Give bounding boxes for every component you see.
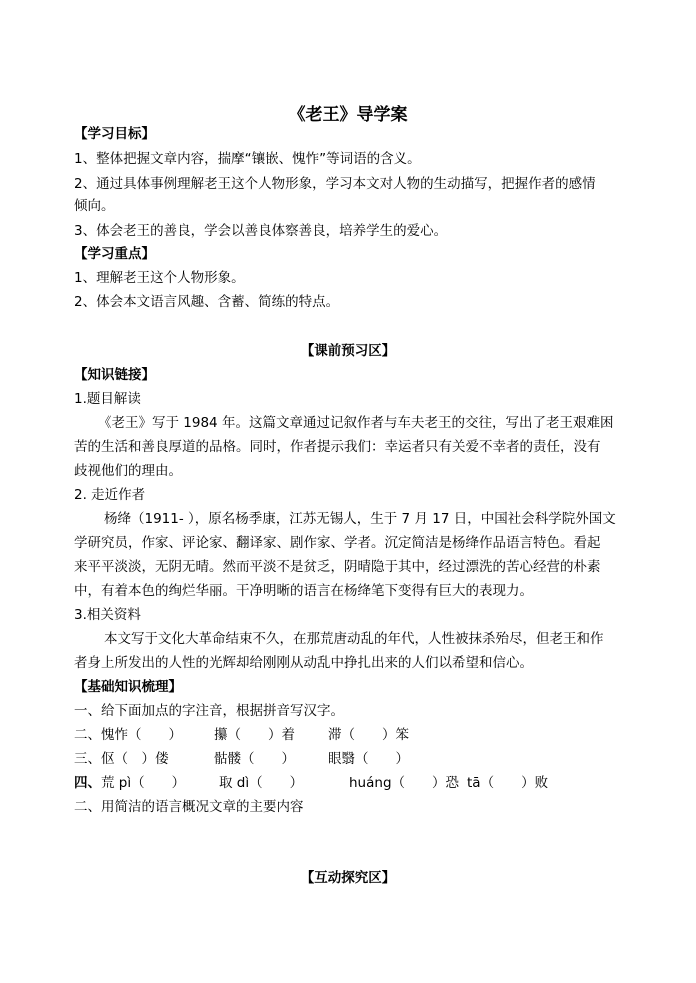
keypoint-item: 2、体会本文语言风趣、含蓄、简练的特点。 bbox=[74, 294, 340, 310]
goal-item: 倾向。 bbox=[74, 198, 115, 214]
pinyin-cell: huáng（ ）恐 bbox=[349, 775, 460, 791]
pinyin-cell: 荒 pì（ ） bbox=[101, 775, 186, 791]
pinyin-cell: 骷髅（ ） bbox=[214, 751, 295, 767]
pinyin-cell: 二、愧怍（ ） bbox=[74, 727, 182, 743]
pinyin-cell: 三、伛（ ）偻 bbox=[74, 751, 169, 767]
section-title: 2. 走近作者 bbox=[74, 487, 146, 503]
pinyin-row bbox=[74, 773, 548, 793]
section-title: 1.题目解读 bbox=[74, 391, 141, 407]
document-title: 《老王》导学案 bbox=[288, 105, 408, 125]
paragraph-line: 苦的生活和善良厚道的品格。同时，作者提示我们：幸运者只有关爱不幸者的责任，没有 bbox=[74, 439, 601, 455]
goal-item: 1、整体把握文章内容，揣摩“镶嵌、愧怍”等词语的含义。 bbox=[74, 151, 421, 167]
question-line: 一、给下面加点的字注音，根据拼音写汉字。 bbox=[74, 703, 344, 719]
keypoints-heading: 【学习重点】 bbox=[74, 246, 155, 262]
pinyin-cell: 攥（ ）着 bbox=[214, 727, 295, 743]
paragraph-line: 者身上所发出的人性的光辉却给刚刚从动乱中挣扎出来的人们以希望和信心。 bbox=[74, 655, 533, 671]
paragraph-line: 本文写于文化大革命结束不久，在那荒唐动乱的年代，人性被抹杀殆尽，但老王和作 bbox=[104, 631, 604, 647]
row-number: 四、 bbox=[74, 775, 101, 791]
pinyin-cell: 滞（ ）笨 bbox=[328, 727, 409, 743]
pinyin-row bbox=[74, 725, 409, 745]
goal-item: 2、通过具体事例理解老王这个人物形象，学习本文对人物的生动描写，把握作者的感情 bbox=[74, 176, 596, 192]
paragraph-line: 来平平淡淡，无阴无晴。然而平淡不是贫乏，阴晴隐于其中，经过漂洗的苦心经营的朴素 bbox=[74, 559, 601, 575]
keypoint-item: 1、理解老王这个人物形象。 bbox=[74, 270, 245, 286]
paragraph-line: 杨绛（1911- ），原名杨季康，江苏无锡人，生于 7 月 17 日，中国社会科学院外国文 bbox=[104, 511, 616, 527]
preview-heading: 【课前预习区】 bbox=[300, 343, 396, 359]
goal-item: 3、体会老王的善良，学会以善良体察善良，培养学生的爱心。 bbox=[74, 223, 448, 239]
paragraph-line: 《老王》写于 1984 年。这篇文章通过记叙作者与车夫老王的交往，写出了老王艰难困 bbox=[98, 415, 614, 431]
basic-knowledge-heading: 【基础知识梳理】 bbox=[74, 679, 182, 695]
paragraph-line: 歧视他们的理由。 bbox=[74, 463, 182, 479]
pinyin-cell: 眼翳（ ） bbox=[328, 751, 409, 767]
knowledge-link-heading: 【知识链接】 bbox=[74, 367, 155, 383]
explore-heading: 【互动探究区】 bbox=[300, 870, 396, 886]
question-line: 二、用简洁的语言概况文章的主要内容 bbox=[74, 799, 304, 815]
pinyin-cell: 取 dì（ ） bbox=[219, 775, 304, 791]
pinyin-row bbox=[74, 749, 409, 769]
goals-heading: 【学习目标】 bbox=[74, 126, 155, 142]
pinyin-cell: tā（ ）败 bbox=[467, 775, 549, 791]
paragraph-line: 中，有着本色的绚烂华丽。干净明晰的语言在杨绛笔下变得有巨大的表现力。 bbox=[74, 583, 533, 599]
paragraph-line: 学研究员，作家、评论家、翻译家、剧作家、学者。沉定简洁是杨绛作品语言特色。看起 bbox=[74, 535, 601, 551]
section-title: 3.相关资料 bbox=[74, 607, 141, 623]
